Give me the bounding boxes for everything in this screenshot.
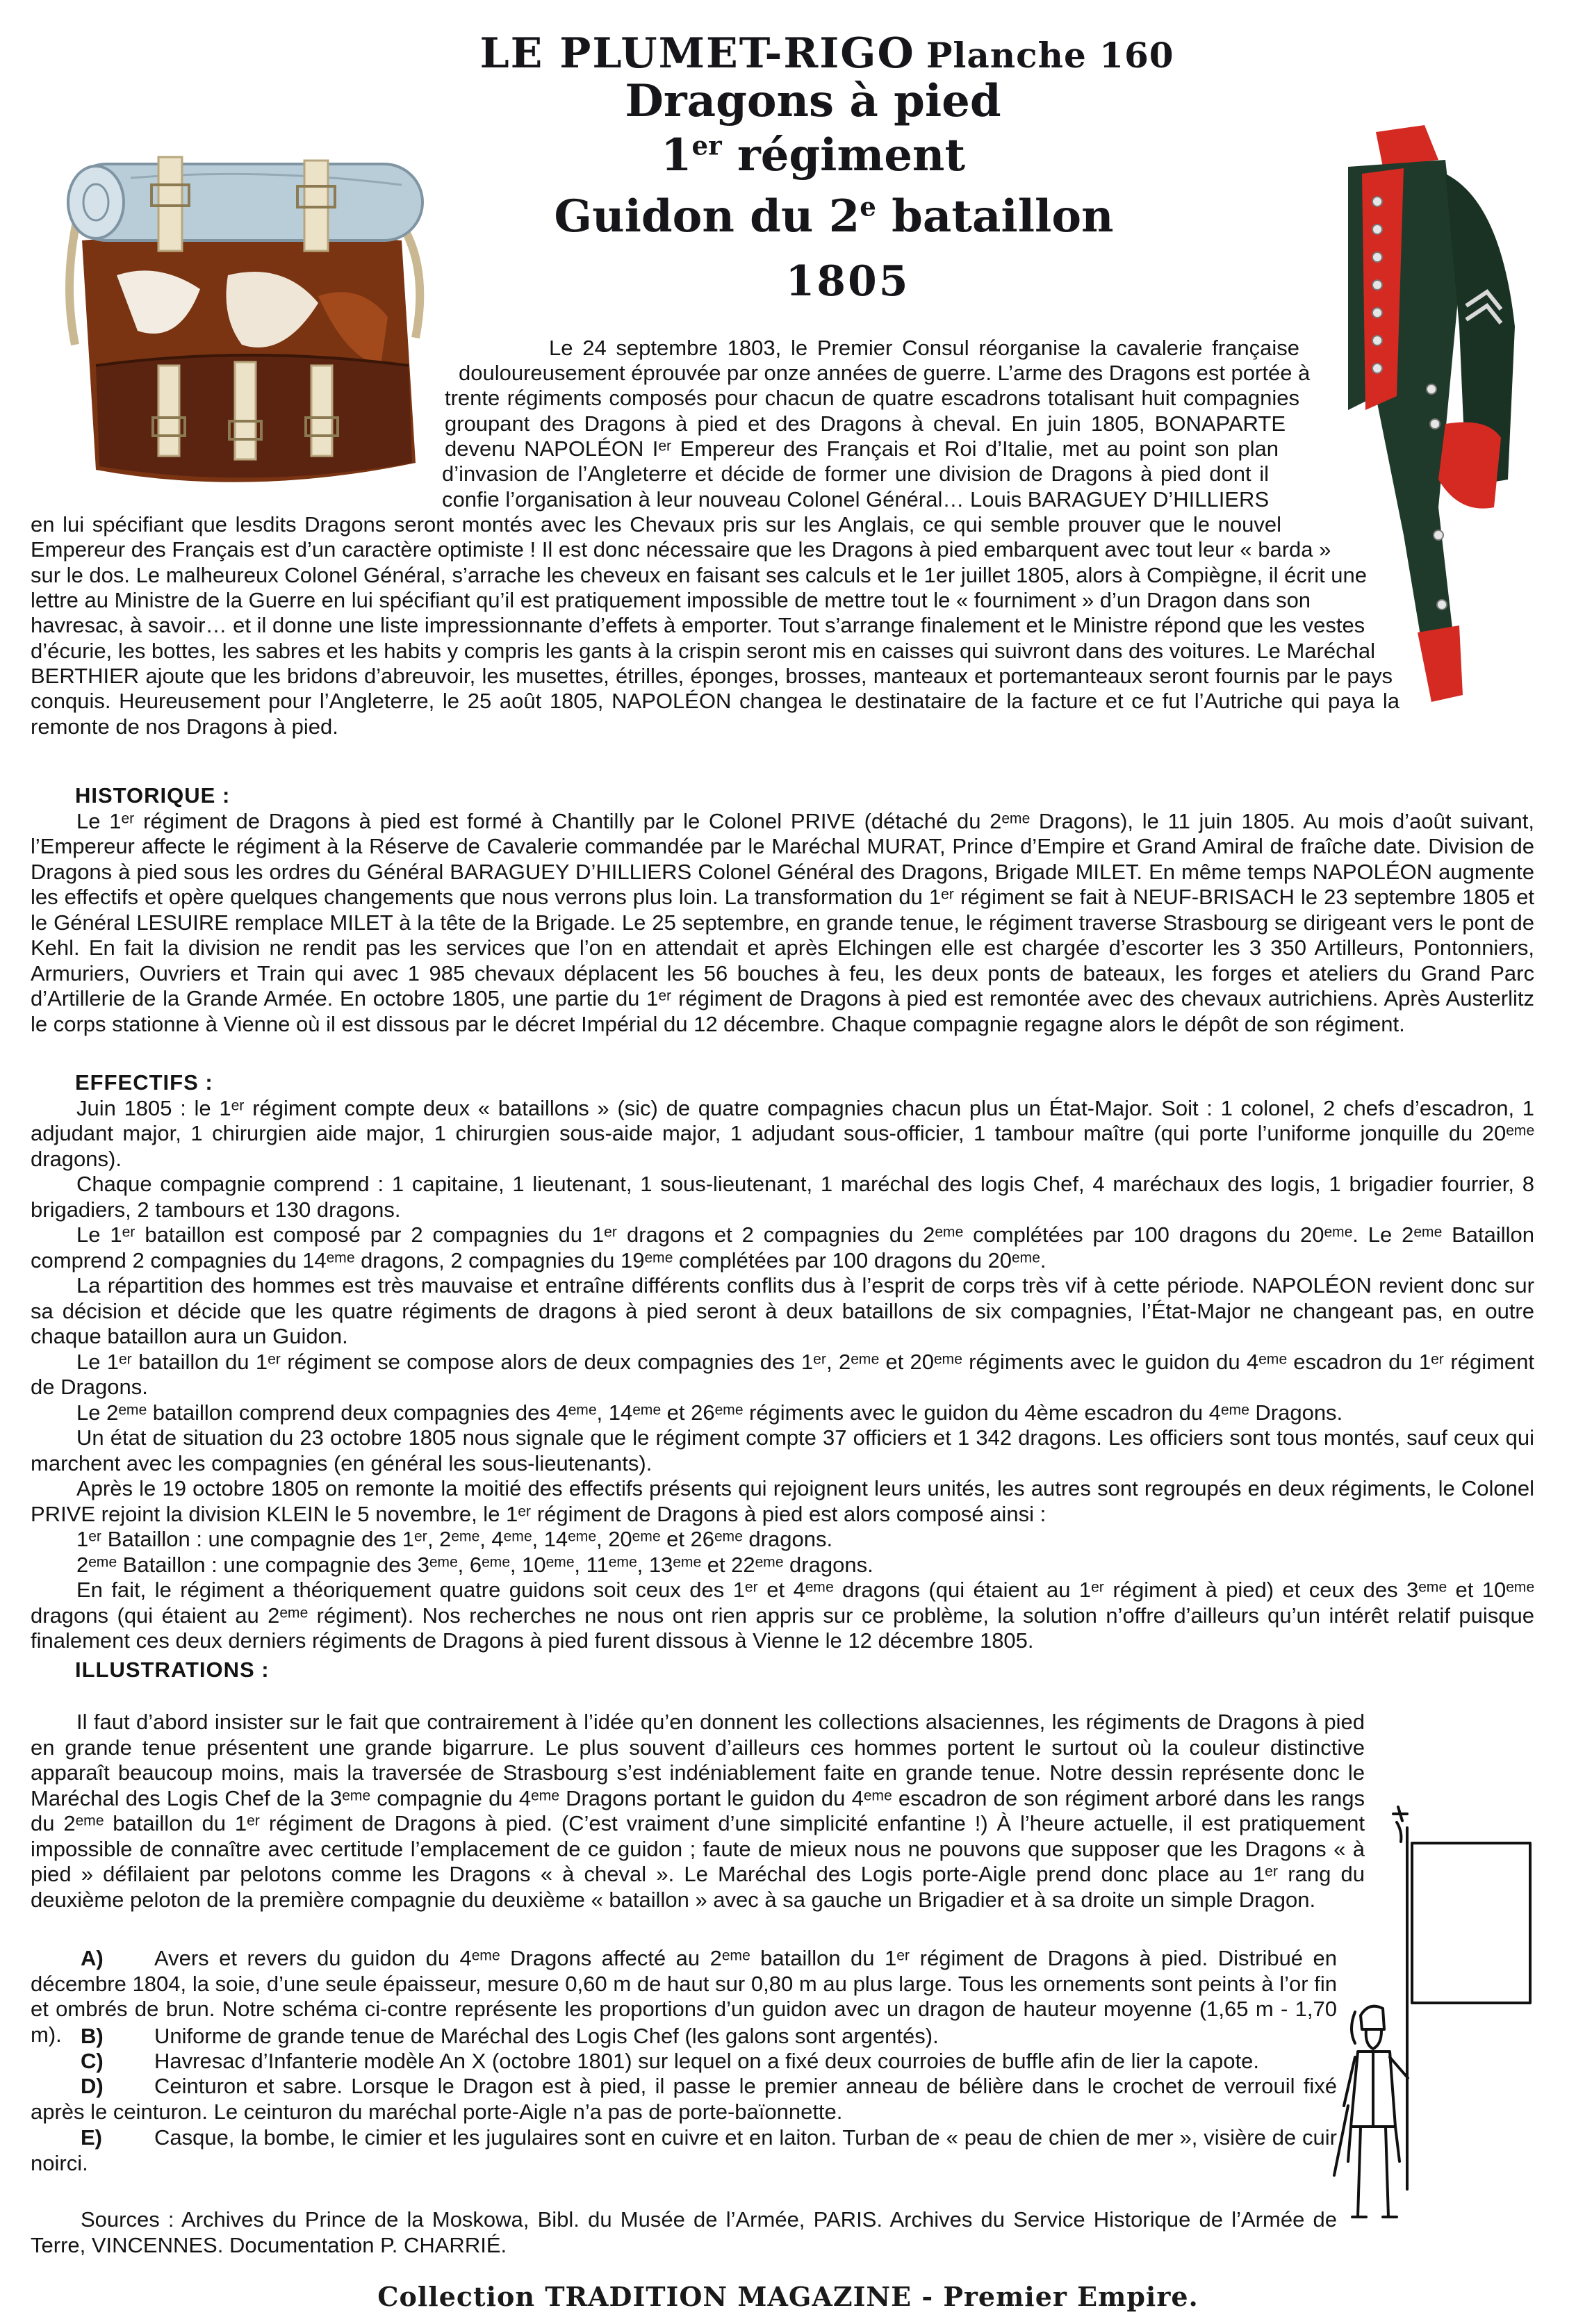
illustration-item-b	[31, 2024, 1337, 2049]
regiment-word: régiment	[721, 129, 965, 181]
historique-heading: HISTORIQUE :	[75, 783, 231, 808]
title-main: LE PLUMET-RIGO	[479, 29, 915, 78]
item-label: E)	[81, 2125, 102, 2150]
item-text: Ceinturon et sabre. Lorsque le Dragon est à pied, il passe le premier anneau de bélière dans le crochet de verrouil fixé après le ceinturon. Le ceinturon du maréchal porte-Aigle n’a pas de porte-baïonnette.	[31, 2074, 1337, 2124]
document-title	[445, 29, 1209, 78]
sources-note: Sources : Archives du Prince de la Moskowa, Bibl. du Musée de l’Armée, PARIS. Archives du Service Historique de l’Armée de Terre, VINCENNES. Documentation P. CHARRIÉ.	[31, 2207, 1337, 2257]
effectifs-paragraph: En fait, le régiment a théoriquement quatre guidons soit ceux des 1ᵉʳ et 4ᵉᵐᵉ dragons (qui étaient au 1ᵉʳ régiment à pied) et ceux des 3ᵉᵐᵉ et 10ᵉᵐᵉ dragons (qui étaient au 2ᵉᵐᵉ régiment). Nos recherches ne nous ont rien appris sur ce problème, la solution n’offre d’ailleurs qu’un intérêt relatif puisque finalement ces deux derniers régiments de Dragons à pied furent dissous à Vienne le 12 décembre 1805.	[31, 1578, 1534, 1653]
illustrations-section	[31, 1658, 1534, 1683]
illustration-item-e	[31, 2125, 1337, 2176]
historique-text: Le 1ᵉʳ régiment de Dragons à pied est formé à Chantilly par le Colonel PRIVE (détaché du 2ᵉᵐᵉ Dragons), le 11 juin 1805. Au mois d’août suivant, l’Empereur affecte le régiment à la Réserve de Cavalerie commandée par le Maréchal MURAT, Prince d’Empire et Grand Amiral de fraîche date. Division de Dragons à pied sous les ordres du Général BARAGUEY D’HILLIERS Colonel Général des Dragons, Brigade MILET. En même temps NAPOLÉON augmente les effectifs et opère quelques changements que nous verrons plus loin. La transformation du 1ᵉʳ régiment se fait à NEUF-BRISACH le 23 septembre 1805 et le Général LESUIRE remplace MILET à la tête de la Brigade. Le 25 septembre, en grande tenue, le régiment traverse Strasbourg se dirigeant vers le pont de Kehl. En fait la division ne rendit pas les services que l’on en attendait et après Elchingen elle est chargée d’escorter les 3 350 Artilleurs, Pontonniers, Armuriers, Ouvriers et Train qui avec 1 985 chevaux déplacent les 56 bouches à feu, les deux ponts de bateaux, les forges et ateliers du Grand Parc d’Artillerie de la Grande Armée. En octobre 1805, une partie du 1ᵉʳ régiment de Dragons à pied est remontée avec des chevaux autrichiens. Après Austerlitz le corps stationne à Vienne où il est dissous par le décret Impérial du 12 décembre. Chaque compagnie regagne alors le dépôt de son régiment.	[31, 808, 1534, 1036]
intro-line: conquis. Heureusement pour l’Angleterre, le 25 août 1805, NAPOLÉON changea le destinataire de la facture et ce fut l’Autriche qui paya la	[31, 689, 1399, 713]
intro-line: groupant des Dragons à pied et des Dragons à cheval. En juin 1805, BONAPARTE	[445, 411, 1286, 436]
intro-line: devenu NAPOLÉON Iᵉʳ Empereur des Français et Roi d’Italie, met au point son plan	[445, 436, 1279, 461]
effectifs-paragraph: 2ᵉᵐᵉ Bataillon : une compagnie des 3ᵉᵐᵉ, 6ᵉᵐᵉ, 10ᵉᵐᵉ, 11ᵉᵐᵉ, 13ᵉᵐᵉ et 22ᵉᵐᵉ dragons.	[76, 1552, 873, 1577]
planche-number: Planche 160	[926, 35, 1174, 76]
item-text: Casque, la bombe, le cimier et les jugulaires sont en cuivre et en laiton. Turban de « peau de chien de mer », visière de cuir noirci.	[31, 2125, 1337, 2175]
intro-line: en lui spécifiant que lesdits Dragons seront montés avec les Chevaux pris sur les Anglais, ce qui semble prouver que le nouvel	[31, 512, 1281, 537]
effectifs-paragraph: Juin 1805 : le 1ᵉʳ régiment compte deux « bataillons » (sic) de quatre compagnies chacun plus un État-Major. Soit : 1 colonel, 2 chefs d’escadron, 1 adjudant major, 1 chirurgien aide major, 1 chirurgien sous-aide major, 1 adjudant sous-officier, 1 tambour maître (qui porte l’uniforme jonquille du 20ᵉᵐᵉ dragons).	[31, 1095, 1534, 1171]
guidon-suffix: e	[860, 191, 876, 222]
illustrations-heading: ILLUSTRATIONS :	[75, 1658, 270, 1682]
intro-line: d’invasion de l’Angleterre et décide de former une division de Dragons à pied dont il	[442, 461, 1269, 486]
item-label: C)	[81, 2049, 104, 2073]
intro-line: BERTHIER ajoute que les bridons d’abreuvoir, les musettes, étrilles, éponges, brosses, manteaux et portemanteaux seront fournis par le pays	[31, 664, 1393, 688]
subtitle-guidon	[431, 190, 1237, 243]
intro-line: confie l’organisation à leur nouveau Colonel Général… Louis BARAGUEY D’HILLIERS	[442, 487, 1270, 512]
intro-line: trente régiments composés pour chacun de quatre escadrons totalisant huit compagnies	[445, 386, 1299, 410]
item-label: B)	[81, 2024, 104, 2048]
item-text: Uniforme de grande tenue de Maréchal des Logis Chef (les galons sont argentés).	[154, 2024, 939, 2048]
effectifs-section	[31, 1070, 1534, 1654]
regiment-suffix: er	[691, 130, 722, 161]
intro-line: havresac, à savoir… et il donne une liste impressionnante d’effets à emporter. Tout s’arrange finalement et le Ministre répond que les vestes	[31, 613, 1365, 637]
footer-collection: Collection TRADITION MAGAZINE - Premier Empire.	[377, 2281, 1199, 2312]
intro-line: sur le dos. Le malheureux Colonel Général, s’arrache les cheveux en faisant ses calculs et le 1er juillet 1805, alors à Compiègne, il écrit une	[31, 563, 1368, 587]
subtitle-regiment	[431, 129, 1195, 181]
year: 1805	[785, 257, 910, 306]
guidon-word: bataillon	[876, 190, 1114, 243]
subtitle-unit: Dragons à pied	[625, 75, 1001, 127]
guidon-proportion-sketch	[1306, 1800, 1543, 2231]
item-text: Avers et revers du guidon du 4ᵉᵐᵉ Dragons affecté au 2ᵉᵐᵉ bataillon du 1ᵉʳ régiment de Dragons à pied. Distribué en décembre 1804, la soie, d’une seule épaisseur, mesure 0,60 m de haut sur 0,80 m au plus large. Tous les ornements sont peints à l’or fin et ombrés de brun. Notre schéma ci-contre représente les proportions d’un guidon avec un dragon de hauteur moyenne (1,65 m - 1,70 m).	[31, 1946, 1337, 2047]
item-label: D)	[81, 2074, 104, 2098]
historique-section	[31, 783, 1534, 1037]
effectifs-paragraph: Le 1ᵉʳ bataillon du 1ᵉʳ régiment se compose alors de deux compagnies des 1ᵉʳ, 2ᵉᵐᵉ et 20ᵉᵐᵉ régiments avec le guidon du 4ᵉᵐᵉ escadron du 1ᵉʳ régiment de Dragons.	[31, 1349, 1534, 1399]
effectifs-paragraph: La répartition des hommes est très mauvaise et entraîne différents conflits dus à l’esprit de corps très vif à cette période. NAPOLÉON revient donc sur sa décision et décide que les quatre régiments de dragons à pied seront à deux bataillons de six compagnies, l’État-Major ne changeant pas, en outre chaque bataillon aura un Guidon.	[31, 1273, 1534, 1348]
illustration-item-c	[31, 2049, 1337, 2075]
item-text: Havresac d’Infanterie modèle An X (octobre 1801) sur lequel on a fixé deux courroies de buffle afin de lier la capote.	[154, 2049, 1259, 2073]
effectifs-heading: EFFECTIFS :	[75, 1070, 213, 1095]
effectifs-paragraph: 1ᵉʳ Bataillon : une compagnie des 1ᵉʳ, 2ᵉᵐᵉ, 4ᵉᵐᵉ, 14ᵉᵐᵉ, 20ᵉᵐᵉ et 26ᵉᵐᵉ dragons.	[76, 1527, 833, 1551]
intro-line: lettre au Ministre de la Guerre en lui spécifiant qu’il est pratiquement impossible de mettre tout le « fourniment » d’un Dragon dans son	[31, 588, 1311, 612]
item-label: A)	[81, 1946, 104, 1970]
illustrations-intro: Il faut d’abord insister sur le fait que contrairement à l’idée qu’en donnent les collections alsaciennes, les régiments de Dragons à pied en grande tenue présentent une grande bigarrure. Le plus souvent d’ailleurs ces hommes portent le surtout où la couleur distinctive apparaît beaucoup moins, mais la traversée de Strasbourg s’est indéniablement faite en grande tenue. Notre dessin représente donc le Maréchal des Logis Chef de la 3ᵉᵐᵉ compagnie du 4ᵉᵐᵉ Dragons portant le guidon du 4ᵉᵐᵉ escadron de son régiment arboré dans les rangs du 2ᵉᵐᵉ bataillon du 1ᵉʳ régiment de Dragons à pied. (C’est vraiment d’une simplicité enfantine !) À l’heure actuelle, il est pratiquement impossible de connaître avec certitude l’emplacement de ce guidon ; faute de mieux nous ne pouvons que supposer que les Dragons « à pied » défilaient par pelotons comme les Dragons « à cheval ». Le Maréchal des Logis porte-Aigle prend donc place au 1ᵉʳ rang du deuxième peloton de la première compagnie du deuxième « bataillon » avec à sa gauche un Brigadier et à sa droite un simple Dragon.	[31, 1710, 1365, 1912]
intro-line: d’écurie, les bottes, les sabres et les habits y compris les gants à la crispin seront mis en caisses qui suivront dans des voitures. Le Maréchal	[31, 639, 1375, 663]
havresac-illustration	[54, 136, 443, 512]
effectifs-paragraph: Chaque compagnie comprend : 1 capitaine, 1 lieutenant, 1 sous-lieutenant, 1 maréchal des logis Chef, 4 maréchaux des logis, 1 brigadier fourrier, 8 brigadiers, 2 tambours et 130 dragons.	[31, 1172, 1534, 1222]
intro-line: douloureusement éprouvée par onze années de guerre. L’arme des Dragons est portée à	[459, 361, 1311, 385]
intro-line: Empereur des Français est d’un caractère optimiste ! Il est donc nécessaire que les Dragons à pied embarquent avec tout leur « barda »	[31, 537, 1331, 562]
intro-line: Le 24 septembre 1803, le Premier Consul réorganise la cavalerie française	[549, 336, 1299, 360]
intro-line: remonte de nos Dragons à pied.	[31, 714, 338, 739]
effectifs-paragraph: Le 1ᵉʳ bataillon est composé par 2 compagnies du 1ᵉʳ dragons et 2 compagnies du 2ᵉᵐᵉ complétées par 100 dragons du 20ᵉᵐᵉ. Le 2ᵉᵐᵉ Bataillon comprend 2 compagnies du 14ᵉᵐᵉ dragons, 2 compagnies du 19ᵉᵐᵉ complétées par 100 dragons du 20ᵉᵐᵉ.	[31, 1222, 1534, 1273]
effectifs-paragraph: Après le 19 octobre 1805 on remonte la moitié des effectifs présents qui rejoignent leurs unités, les autres sont regroupés en deux régiments, le Colonel PRIVE rejoint la division KLEIN le 5 novembre, le 1ᵉʳ régiment de Dragons à pied est alors composé ainsi :	[31, 1476, 1534, 1526]
regiment-number: 1	[660, 129, 692, 181]
effectifs-paragraph: Un état de situation du 23 octobre 1805 nous signale que le régiment compte 37 officiers et 1 342 dragons. Les officiers sont tous montés, sauf ceux qui marchent avec les compagnies (en général les sous-lieutenants).	[31, 1425, 1534, 1475]
guidon-prefix: Guidon du 2	[554, 190, 860, 243]
effectifs-paragraph: Le 2ᵉᵐᵉ bataillon comprend deux compagnies des 4ᵉᵐᵉ, 14ᵉᵐᵉ et 26ᵉᵐᵉ régiments avec le guidon du 4ème escadron du 4ᵉᵐᵉ Dragons.	[76, 1400, 1343, 1425]
illustration-item-d	[31, 2074, 1337, 2125]
